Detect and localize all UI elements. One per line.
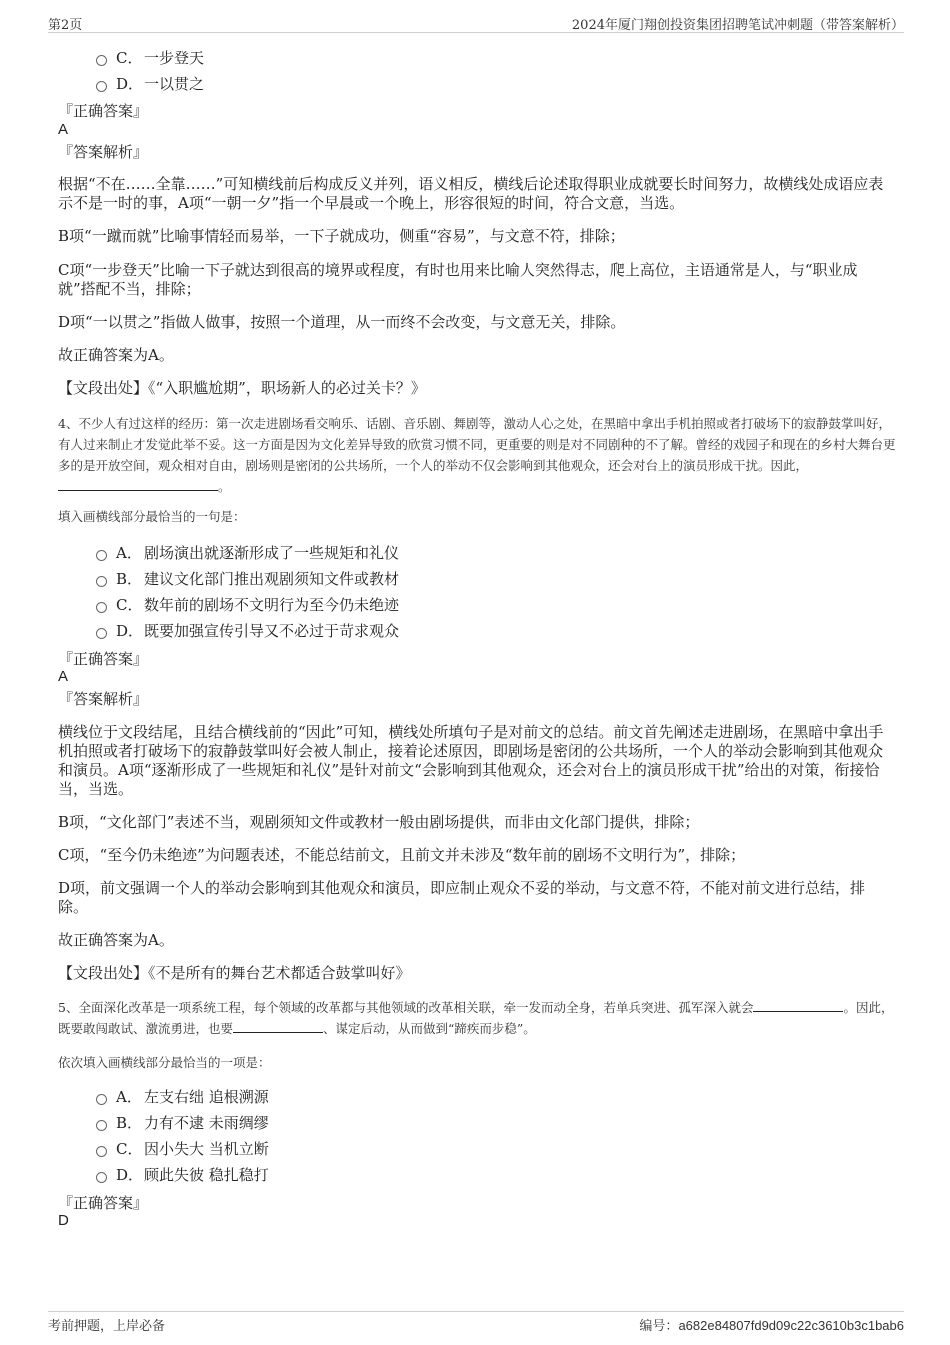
q3-answer-label: 『正确答案』 <box>58 102 149 120</box>
radio-icon[interactable] <box>96 628 107 639</box>
q5-prompt: 依次填入画横线部分最恰当的一项是： <box>58 1055 271 1070</box>
q4-source: 【文段出处】《不是所有的舞台艺术都适合鼓掌叫好》 <box>58 964 411 982</box>
radio-icon[interactable] <box>96 550 107 561</box>
answer-blank <box>753 999 843 1012</box>
page-footer <box>48 1311 904 1335</box>
q5-answer-label: 『正确答案』 <box>58 1194 149 1212</box>
q4-analysis-p4: D项，前文强调一个人的举动会影响到其他观众和演员，即应制止观众不妥的举动，与文意不符，不能对前文进行总结，排除。 <box>58 879 866 916</box>
radio-icon[interactable] <box>96 602 107 613</box>
radio-icon[interactable] <box>96 55 107 66</box>
q5-stem: 5、全面深化改革是一项系统工程，每个领域的改革都与其他领域的改革相关联，牵一发而动全身，若单兵突进、孤军深入就会 。因此，既要敢闯敢试、激流勇进，也要 、谋定后动，从而做到“蹄疾而步稳”。 <box>58 1000 894 1036</box>
answer-blank <box>58 478 218 491</box>
radio-icon[interactable] <box>96 1094 107 1105</box>
footer-slogan: 考前押题，上岸必备 <box>48 1319 166 1334</box>
q3-analysis-label: 『答案解析』 <box>58 143 149 161</box>
q4-answer: A <box>58 668 69 685</box>
q3-answer: A <box>58 121 69 138</box>
page-header <box>48 14 904 33</box>
document-code: 编号：a682e84807fd9d09c22c3610b3c1bab6 <box>639 1318 904 1334</box>
radio-icon[interactable] <box>96 81 107 92</box>
q4-analysis-p3: C项，“至今仍未绝迹”为问题表述，不能总结前文，且前文并未涉及“数年前的剧场不文明行为”，排除； <box>58 846 746 864</box>
q4-stem: 4、不少人有过这样的经历：第一次走进剧场看交响乐、话剧、音乐剧、舞剧等，激动人心之处，在黑暗中拿出手机拍照或者打破场下的寂静鼓掌叫好，有人过来制止才发觉此举不妥。这一方面是因为文化差异导致的欣赏习惯不同，更重要的则是对不同剧种的不了解。曾经的戏园子和现在的乡村大舞台更多的是开放空间，观众相对自由，剧场则是密闭的公共场所，一个人的举动不仅会影响到其他观众，还会对台上的演员形成干扰。因此，。 <box>58 416 896 494</box>
q5-answer: D <box>58 1212 69 1229</box>
answer-blank <box>233 1020 323 1033</box>
q3-analysis-p4: D项“一以贯之”指做人做事，按照一个道理，从一而终不会改变，与文意无关，排除。 <box>58 313 626 331</box>
page-number: 第2页 <box>48 18 83 33</box>
document-title: 2024年厦门翔创投资集团招聘笔试冲刺题（带答案解析） <box>571 18 904 33</box>
q4-prompt: 填入画横线部分最恰当的一句是： <box>58 509 246 524</box>
q3-analysis-p3: C项“一步登天”比喻一下子就达到很高的境界或程度，有时也用来比喻人突然得志，爬上高位，主语通常是人，与“职业成就”搭配不当，排除； <box>58 261 858 298</box>
q3-analysis-p2: B项“一蹴而就”比喻事情轻而易举，一下子就成功，侧重“容易”，与文意不符，排除； <box>58 227 625 245</box>
radio-icon[interactable] <box>96 1120 107 1131</box>
q4-answer-label: 『正确答案』 <box>58 650 149 668</box>
q4-analysis-p5: 故正确答案为A。 <box>58 931 174 949</box>
q3-source: 【文段出处】《“入职尴尬期”，职场新人的必过关卡？》 <box>58 379 426 397</box>
q4-analysis-p2: B项，“文化部门”表述不当，观剧须知文件或教材一般由剧场提供，而非由文化部门提供，排除； <box>58 813 700 831</box>
q4-analysis-label: 『答案解析』 <box>58 690 149 708</box>
radio-icon[interactable] <box>96 1146 107 1157</box>
radio-icon[interactable] <box>96 1172 107 1183</box>
q4-analysis-p1: 横线位于文段结尾，且结合横线前的“因此”可知，横线处所填句子是对前文的总结。前文首先阐述走进剧场，在黑暗中拿出手机拍照或者打破场下的寂静鼓掌叫好会被人制止，接着论述原因，即剧场是密闭的公共场所，一个人的举动会影响到其他观众和演员。A项“逐渐形成了一些规矩和礼仪”是针对前文“会影响到其他观众，还会对台上的演员形成干扰”给出的对策，衔接恰当，当选。 <box>58 723 884 798</box>
q3-analysis-p5: 故正确答案为A。 <box>58 346 174 364</box>
radio-icon[interactable] <box>96 576 107 587</box>
q3-analysis-p1: 根据“不在……全靠……”可知横线前后构成反义并列，语义相反，横线后论述取得职业成就要长时间努力，故横线处成语应表示不是一时的事，A项“一朝一夕”指一个早晨或一个晚上，形容很短的时间，符合文意，当选。 <box>58 175 884 212</box>
